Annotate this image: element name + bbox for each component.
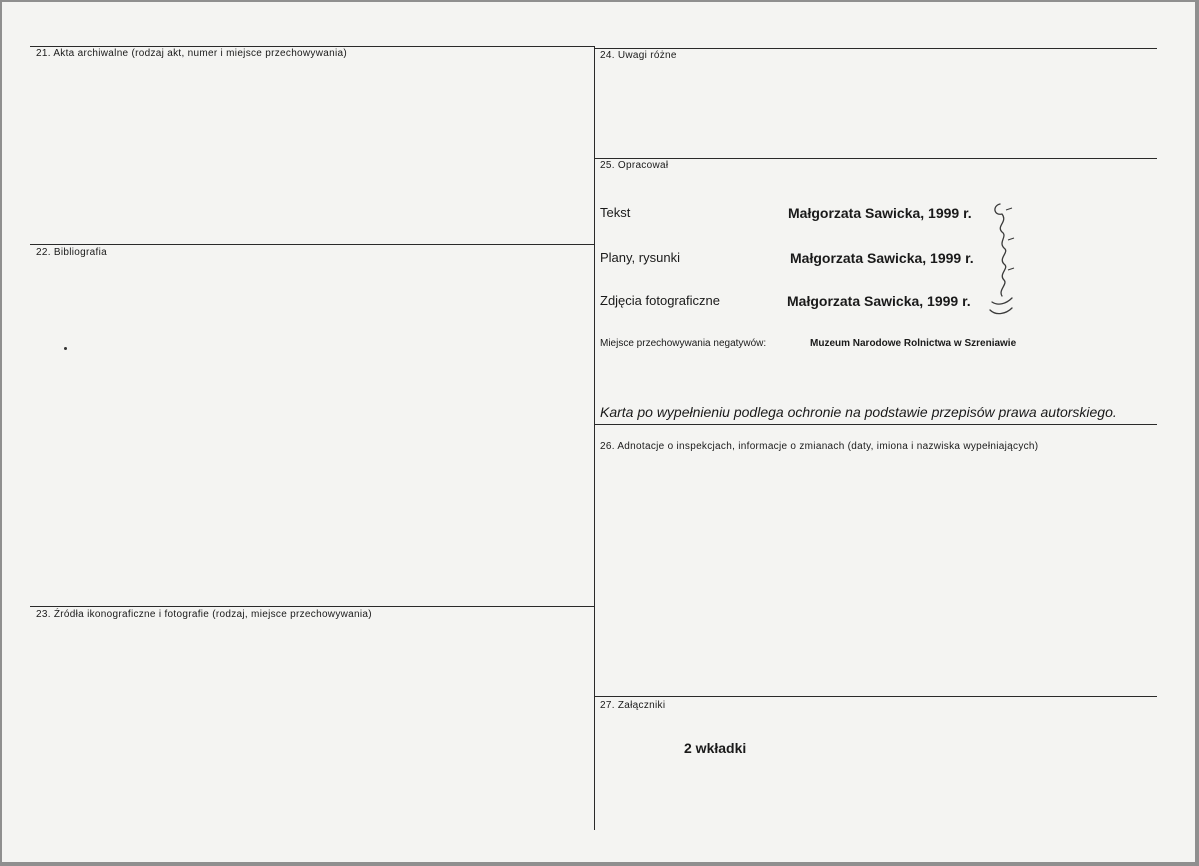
rule-25 xyxy=(595,158,1157,159)
attachments-value: 2 wkładki xyxy=(684,740,747,756)
top-rule-left xyxy=(30,46,595,47)
section-26-label: 26. Adnotacje o inspekcjach, informacje o zmianach (daty, imiona i nazwiska wypełniających) xyxy=(600,441,1039,452)
prepared-role-text: Tekst xyxy=(600,205,631,220)
prepared-value-photos: Małgorzata Sawicka, 1999 r. xyxy=(787,293,971,309)
copyright-note: Karta po wypełnieniu podlega ochronie na podstawie przepisów prawa autorskiego. xyxy=(600,404,1117,420)
section-22-label: 22. Bibliografia xyxy=(36,247,107,258)
record-card-sheet xyxy=(2,2,1195,862)
rule-27 xyxy=(595,696,1157,697)
prepared-value-plans: Małgorzata Sawicka, 1999 r. xyxy=(790,250,974,266)
prepared-role-plans: Plany, rysunki xyxy=(600,250,680,265)
section-27-label: 27. Załączniki xyxy=(600,700,666,711)
section-24-label: 24. Uwagi różne xyxy=(600,50,677,61)
negatives-label: Miejsce przechowywania negatywów: xyxy=(600,338,767,349)
section-21-label: 21. Akta archiwalne (rodzaj akt, numer i miejsce przechowywania) xyxy=(36,48,347,59)
rule-23 xyxy=(30,606,595,607)
prepared-value-text: Małgorzata Sawicka, 1999 r. xyxy=(788,205,972,221)
top-rule-right xyxy=(595,48,1157,49)
handwritten-signature xyxy=(982,192,1022,322)
section-23-label: 23. Źródła ikonograficzne i fotografie (rodzaj, miejsce przechowywania) xyxy=(36,609,372,620)
prepared-role-photos: Zdjęcia fotograficzne xyxy=(600,293,720,308)
negatives-value: Muzeum Narodowe Rolnictwa w Szreniawie xyxy=(810,338,1017,349)
center-divider xyxy=(594,46,595,830)
rule-26 xyxy=(595,424,1157,425)
section-25-label: 25. Opracował xyxy=(600,160,669,171)
stray-mark xyxy=(64,347,67,350)
rule-22 xyxy=(30,244,595,245)
